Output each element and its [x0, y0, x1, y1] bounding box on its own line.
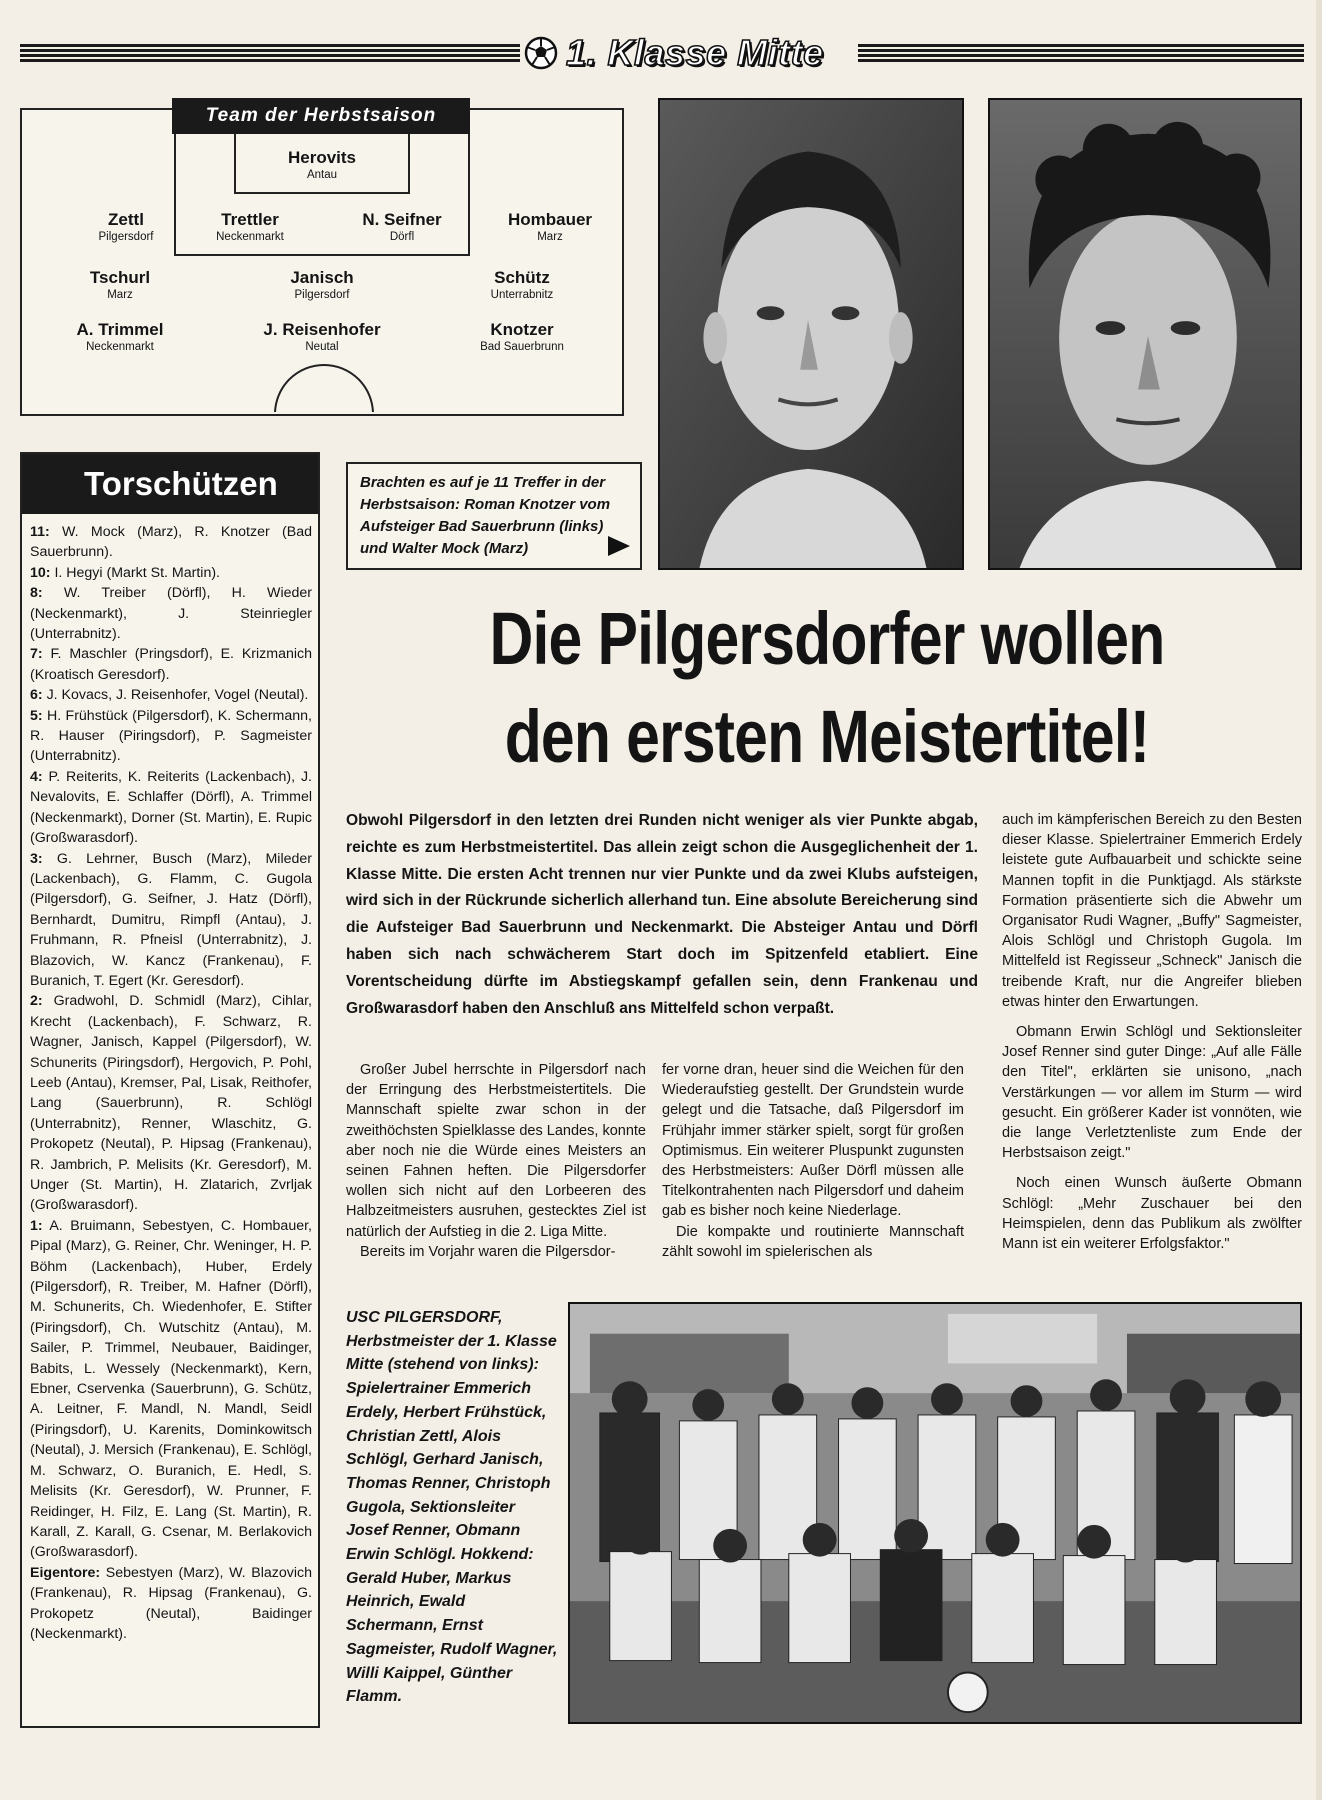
player-name: Janisch [290, 268, 354, 287]
article-column-1 [346, 1060, 646, 1262]
article-paragraph: Die kompakte und routinierte Mannschaft zählt sowohl im spielerischen als [662, 1223, 964, 1260]
player-goalkeeper [232, 148, 412, 182]
photo-caption-box [346, 462, 642, 570]
scorer-names: H. Frühstück (Pilgersdorf), K. Schermann, R. Hauser (Piringsdorf), P. Sagmeister (Unterrabnitz). [30, 707, 312, 765]
article-paragraph: Obmann Erwin Schlögl und Sektionsleiter Josef Renner sind guter Dinge: „Auf alle Fälle den Titel", erklärten sie unisono, „nach Verstärkungen — vor allem im Sturm — wird gesucht. Ein größerer Kader ist vonnöten, wie die lange Verletztenliste zum Ende der Herbstsaison zeigt." [1002, 1024, 1302, 1162]
header-rule-right [858, 44, 1304, 62]
scorer-entry [30, 849, 312, 992]
page-edge [1316, 0, 1322, 1800]
scorer-rank: 7: [30, 646, 43, 663]
article-column-2 [662, 1060, 964, 1262]
article-paragraph: Großer Jubel herrschte in Pilgersdorf nach der Erringung des Herbstmeistertitels. Die Mannschaft spielte zwar schon in der zweithöchsten Spielklasse des Landes, konnte aber noch nie die Würde eines Meisters an seinen Fahnen heften. Die Pilgersdorfer wollen sich nicht auf den Lorbeeren des Halbzeitmeisters ausruhen, gestecktes Ziel ist natürlich der Aufstieg in die 2. Liga Mitte. [346, 1062, 646, 1240]
scorer-entry [30, 583, 312, 644]
player-club: Dörfl [389, 231, 415, 243]
scorer-names: P. Reiterits, K. Reiterits (Lackenbach), J. Nevalovits, E. Schlaffer (Dörfl), A. Trimmel (Neckenmarkt), Dorner (St. Martin), E. Rupic (Großwarasdorf). [30, 768, 312, 847]
scorer-rank: 2: [30, 993, 43, 1010]
player-club: Unterrabnitz [490, 289, 554, 301]
scorer-rank: 4: [30, 768, 43, 785]
player-club: Marz [107, 289, 133, 301]
player-midfielder [232, 268, 412, 302]
portrait-photo-left [658, 98, 964, 570]
scorer-rank: Eigentore: [30, 1564, 101, 1581]
player-club: Pilgersdorf [294, 289, 350, 301]
article-paragraph: Noch einen Wunsch äußerte Obmann Schlögl: „Mehr Zuschauer bei den Heimspielen, denn das Publikum als zwölfter Mann ist ein weiterer Erfolgsfaktor." [1002, 1175, 1302, 1253]
player-name: Zettl [108, 210, 144, 229]
article-column-3 [1002, 810, 1302, 1264]
header-rule-left [20, 44, 520, 62]
team-photo-caption: USC PILGERSDORF, Herbstmeister der 1. Klasse Mitte (stehend von links): Spielertrainer Emmerich Erdely, Herbert Frühstück, Christian Zettl, Alois Schlögl, Gerhard Janisch, Thomas Renner, Christoph Gugola, Sektionsleiter Josef Renner, Obmann Erwin Schlögl. Hokkend: Gerald Huber, Markus Heinrich, Ewald Schermann, Ernst Sagmeister, Rudolf Wagner, Willi Kaippel, Günther Flamm. [346, 1309, 558, 1706]
scorer-rank: 6: [30, 687, 43, 704]
player-name: Tschurl [89, 268, 151, 287]
scorer-entry [30, 706, 312, 767]
soccer-ball-icon [524, 36, 558, 70]
scorer-rank: 11: [30, 524, 50, 540]
article-paragraph: auch im kämpferischen Bereich zu den Besten dieser Klasse. Spielertrainer Emmerich Erdely leistete gute Aufbauarbeit und schickte seine Mannen topfit in die Punktjagd. Als stärkste Formation präsentierte sich die Abwehr um Organisator Rudi Wagner, „Buffy" Sagmeister, Alois Schlögl und Christoph Gugola. Im Mittelfeld ist Regisseur „Schneck" Janisch die treibende Kraft, nur die Angreifer blieben etwas hinter den Erwartungen. [1002, 812, 1302, 1010]
player-club: Pilgersdorf [98, 231, 154, 243]
player-name: Knotzer [490, 320, 554, 339]
scorer-names: G. Lehrner, Busch (Marz), Mileder (Lackenbach), G. Flamm, C. Gugola (Pilgersdorf), G. Seifner, J. Hatz (Dörfl), Bernhardt, Dumitru, Rimpfl (Antau), J. Fruhmann, R. Pfneisl (Unterrabnitz), J. Blazovich, W. Kancz (Frankenau), F. Buranich, T. Egert (Kr. Geresdorf). [30, 850, 312, 989]
player-forward [232, 320, 412, 354]
scorer-names: I. Hegyi (Markt St. Martin). [50, 564, 221, 581]
player-name: N. Seifner [362, 210, 442, 229]
article-paragraph: fer vorne dran, heuer sind die Weichen für den Wiederaufstieg gestellt. Der Grundstein wurde gelegt und die Tatsache, daß Pilgersdorf im Frühjahr immer stärker spielt, sorgt für großen Optimismus. Ein weiterer Pluspunkt zugunsten des Herbstmeisters: Außer Dörfl müssen alle Titelkontrahenten nach Pilgersdorf und daheim gab es bisher noch keine Niederlage. [662, 1062, 964, 1220]
scorer-names: A. Bruimann, Sebestyen, C. Hombauer, Pipal (Marz), G. Reiner, Chr. Weninger, H. P. Böhm (Lackenbach), Huber, Erdely (Pilgersdorf), R. Treiber, M. Hafner (Dörfl), M. Schunerits, Ch. Wiedenhofer, E. Stifter (Piringsdorf), Ch. Wutschitz (Antau), M. Sailer, P. Trimmel, Neubauer, Baidinger, Babits, L. Wessely (Neckenmarkt), Kern, Ebner, Cservenka (Sauerbrunn), G. Schütz, A. Leitner, F. Mandl, N. Mandl, Seidl (Piringsdorf), U. Karenits, Dominkowitsch (Neutal), J. Mersich (Frankenau), E. Schlögl, M. Schwarz, O. Buranich, E. Hedl, S. Melisits (Kr. Geresdorf), W. Prunner, F. Reidinger, H. Filz, E. Lang (St. Martin), R. Karall, Z. Karall, G. Csenar, M. Berlakovich (Großwarasdorf). [30, 1217, 312, 1561]
scorer-rank: 10: [30, 564, 51, 581]
player-midfielder [30, 268, 210, 302]
scorer-names: J. Kovacs, J. Reisenhofer, Vogel (Neutal). [42, 687, 309, 704]
scorer-entry [30, 991, 312, 1215]
scorer-names: W. Mock (Marz), R. Knotzer (Bad Sauerbrunn). [30, 524, 312, 561]
player-name: Trettler [221, 210, 279, 229]
scorer-entry [30, 1563, 312, 1645]
arrow-right-icon [608, 536, 630, 556]
section-header [524, 30, 854, 76]
scorer-rank: 3: [30, 850, 43, 867]
headline-line-1: Die Pilgersdorfer wollen [489, 597, 1165, 680]
portrait-photo-right [988, 98, 1302, 570]
player-name: Schütz [494, 268, 550, 287]
player-name: A. Trimmel [76, 320, 164, 339]
headline-line-2: den ersten Meistertitel! [504, 695, 1150, 778]
player-club: Antau [306, 169, 338, 181]
scorer-names: Sebestyen (Marz), W. Blazovich (Frankenau), R. Hipsag (Frankenau), G. Prokopetz (Neutal), Baidinger (Neckenmarkt). [30, 1564, 312, 1642]
scorer-names: Gradwohl, D. Schmidl (Marz), Cihlar, Krecht (Lackenbach), F. Schwarz, R. Wagner, Janisch, Kappel (Pilgersdorf), W. Schunerits (Piringsdorf), Hergovich, P. Pohl, Leeb (Antau), Kremser, Pal, Lisak, Reithofer, Lang (Sauerbrunn), R. Schlögl (Unterrabnitz), Renner, Wlaschitz, G. Prokopetz (Neutal), P. Hipsag (Frankenau), R. Jambrich, P. Melisits (Kr. Geresdorf), M. Unger (St. Martin), H. Zlatarich, Zvrljak (Großwarasdorf). [30, 993, 312, 1214]
article-lead: Obwohl Pilgersdorf in den letzten drei Runden nicht weniger als vier Punkte abgab, reichte es zum Herbstmeistertitel. Das allein zeigt schon die Ausgeglichenheit der 1. Klasse Mitte. Die ersten Acht trennen nur vier Punkte und da zwei Klubs aufsteigen, wird sich in der Rückrunde sicherlich allerhand tun. Eine absolute Bereicherung sind die Aufsteiger Bad Sauerbrunn und Neckenmarkt. Die Absteiger Antau und Dörfl haben sich nach schwächerem Start doch im Spitzenfeld etabliert. Eine Vorentscheidung dürfte im Abstiegskampf gefallen sein, denn Frankenau und Großwarasdorf haben den Anschluß ans Mittelfeld schon verpaßt. [346, 812, 978, 1017]
player-club: Neutal [305, 341, 339, 353]
scorer-names: W. Treiber (Dörfl), H. Wieder (Neckenmarkt), J. Steinriegler (Unterrabnitz). [30, 585, 312, 643]
scorer-rank: 5: [30, 707, 43, 724]
scorers-list [30, 522, 312, 1644]
player-club: Neckenmarkt [216, 231, 284, 243]
player-club: Marz [537, 231, 563, 243]
team-photo [568, 1302, 1302, 1724]
player-club: Bad Sauerbrunn [480, 341, 564, 353]
scorer-entry [30, 644, 312, 685]
player-forward [30, 320, 210, 354]
player-name: J. Reisenhofer [263, 320, 381, 339]
section-title: 1. Klasse Mitte [566, 32, 824, 73]
scorer-entry [30, 685, 312, 705]
player-club: Neckenmarkt [86, 341, 154, 353]
player-name: Hombauer [507, 210, 593, 229]
player-name: Herovits [287, 148, 357, 167]
article-paragraph: Bereits im Vorjahr waren die Pilgersdor- [360, 1243, 616, 1260]
scorer-entry [30, 522, 312, 563]
scorer-entry [30, 767, 312, 849]
scorer-rank: 1: [30, 1217, 43, 1234]
photo-caption: Brachten es auf je 11 Treffer in der Herbstsaison: Roman Knotzer vom Aufsteiger Bad Sauerbrunn (links) und Walter Mock (Marz) [360, 474, 611, 557]
scorers-title: Torschützen [22, 454, 318, 514]
team-title: Team der Herbstsaison [172, 98, 470, 134]
scorer-entry [30, 563, 312, 583]
player-midfielder [432, 268, 612, 302]
player-forward [432, 320, 612, 354]
headline [436, 590, 1218, 786]
scorer-entry [30, 1216, 312, 1563]
scorer-names: F. Maschler (Pringsdorf), E. Krizmanich (Kroatisch Geresdorf). [30, 646, 312, 683]
player-defender [460, 210, 640, 244]
scorer-rank: 8: [30, 585, 43, 602]
